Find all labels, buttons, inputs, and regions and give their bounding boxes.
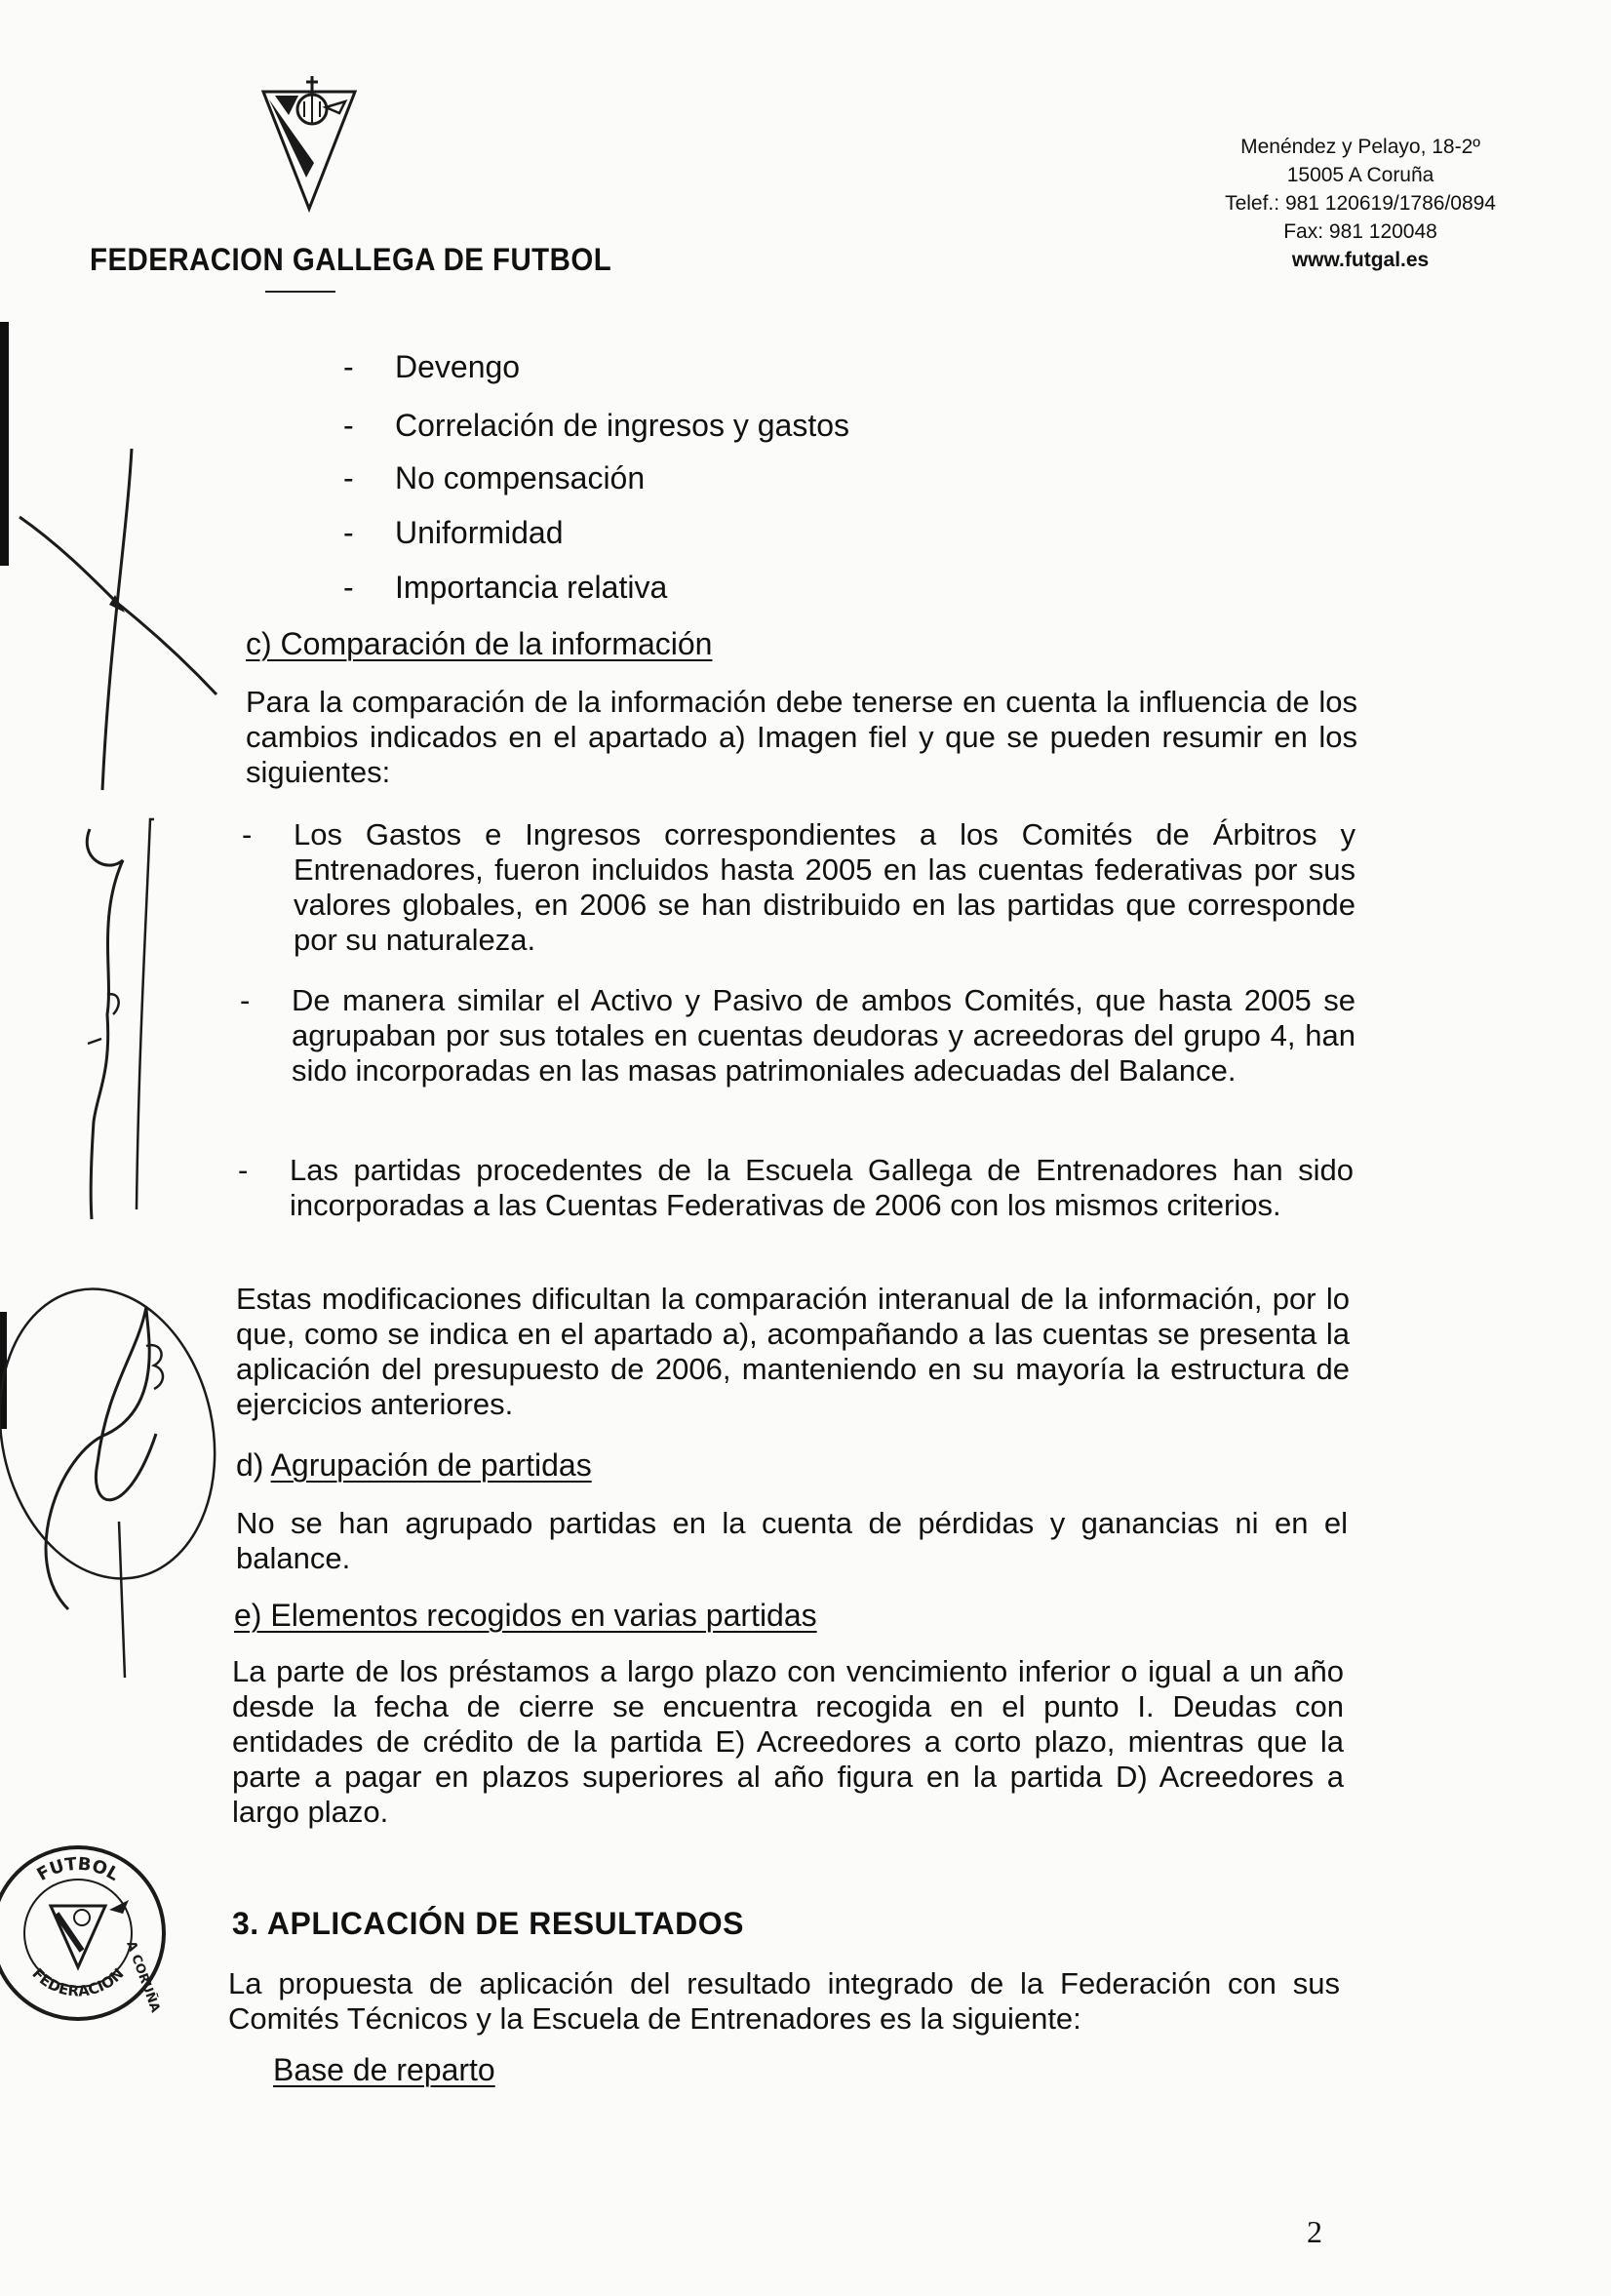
section-3-subheading: Base de reparto [273, 2052, 495, 2087]
list-item: - De manera similar el Activo y Pasivo de ambos Comités, que hasta 2005 se agrupaban por sus totales en cuentas deudoras y acreedoras del grupo 4, han sido incorporadas en las masas patrimoniales adecuadas del Balance. [240, 983, 1356, 1088]
list-item: - Importancia relativa [343, 570, 668, 605]
list-item: - No compensación [343, 460, 646, 495]
stamp-text-bottom: FEDERACION [28, 1964, 128, 2000]
list-item: - Los Gastos e Ingresos correspondientes a los Comités de Árbitros y Entrenadores, fueron incluidos hasta 2005 en las cuentas federativas por sus valores globales, en 2006 se han distribuido en las partidas que corresponde por su naturaleza. [242, 817, 1356, 957]
signature-initials-top [0, 429, 234, 800]
organization-name: FEDERACION GALLEGA DE FUTBOL [90, 242, 612, 277]
list-item: - Devengo [343, 349, 521, 384]
federation-stamp [0, 1836, 176, 2031]
section-c-intro: Para la comparación de la información debe tenerse en cuenta la influencia de los cambios indicados en el apartado a) Imagen fiel y que se pueden resumir en los siguientes: [246, 685, 1357, 789]
section-3-text: La propuesta de aplicación del resultado integrado de la Federación con sus Comités Técnicos y la Escuela de Entrenadores es la siguiente: [228, 1966, 1340, 2036]
section-3-title: 3. APLICACIÓN DE RESULTADOS [232, 1906, 744, 1941]
stamp-text-top: FUTBOL [33, 1853, 123, 1885]
section-d-heading: d) Agrupación de partidas [236, 1447, 592, 1483]
page-number: 2 [1307, 2214, 1322, 2249]
address-fax: Fax: 981 120048 [1283, 220, 1437, 243]
federation-crest-logo [255, 70, 363, 217]
section-d-text: No se han agrupado partidas en la cuenta de pérdidas y ganancias ni en el balance. [236, 1506, 1348, 1575]
list-item: - Correlación de ingresos y gastos [343, 408, 850, 443]
stamp-text-side: A CORUÑA [123, 1939, 163, 2015]
address-block [1225, 133, 1496, 274]
section-e-heading: e) Elementos recogidos en varias partidas [234, 1598, 817, 1633]
list-item: - Uniformidad [343, 515, 564, 550]
signature-vertical [68, 800, 176, 1248]
header-rule [265, 291, 335, 293]
signature-circle [0, 1268, 254, 1697]
list-item: - Las partidas procedentes de la Escuela Gallega de Entrenadores han sido incorporadas a las Cuentas Federativas de 2006 con los mismos criterios. [238, 1153, 1354, 1222]
address-city: 15005 A Coruña [1286, 164, 1434, 186]
address-phone: Telef.: 981 120619/1786/0894 [1225, 192, 1496, 215]
section-c-heading: c) Comparación de la información [246, 626, 713, 661]
svg-text:FUTBOL [33, 1854, 122, 1885]
section-e-text: La parte de los préstamos a largo plazo con vencimiento inferior o igual a un año desde la fecha de cierre se encuentra recogida en el punto I. Deudas con entidades de crédito de la partida E) Acreedores a corto plazo, mientras que la parte a pagar en plazos superiores al año figura en la partida D) Acreedores a largo plazo. [232, 1654, 1344, 1829]
address-street: Menéndez y Pelayo, 18-2º [1240, 136, 1480, 158]
section-c-closing: Estas modificaciones dificultan la comparación interanual de la información, por lo que, como se indica en el apartado a), acompañando a las cuentas se presenta la aplicación del presupuesto de 2006, manteniendo en su mayoría la estructura de ejercicios anteriores. [236, 1282, 1350, 1421]
website-link[interactable]: www.futgal.es [1291, 249, 1430, 271]
